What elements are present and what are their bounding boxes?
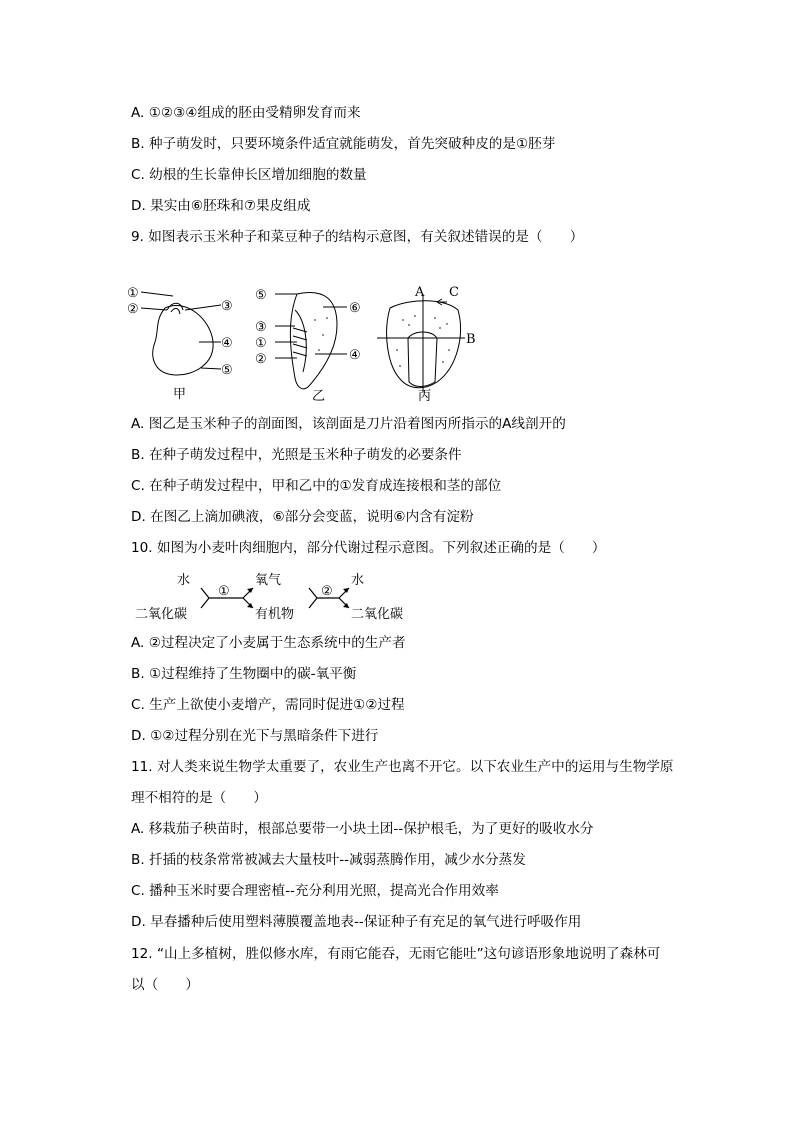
q10-option-c: C. 生产上欲使小麦增产，需同时促进①②过程	[131, 697, 405, 713]
bean-plumule	[167, 303, 183, 314]
organic-label: 有机物	[255, 607, 295, 622]
bing-caption: 丙	[418, 389, 432, 404]
yi-label-1: ①	[255, 336, 267, 351]
jia-label-5: ⑤	[221, 363, 233, 378]
q8-option-b: B. 种子萌发时，只要环境条件适宜就能萌发，首先突破种皮的是①胚芽	[131, 136, 556, 152]
q11-option-d: D. 早春播种后使用塑料薄膜覆盖地表--保证种子有充足的氧气进行呼吸作用	[131, 914, 582, 930]
jia-label-4: ④	[221, 336, 233, 351]
q11-stem-line2: 理不相符的是（ ）	[131, 790, 267, 806]
bean-seed-outline	[153, 306, 213, 376]
q11-option-c: C. 播种玉米时要合理密植--充分利用光照，提高光合作用效率	[131, 883, 499, 899]
q10-option-d: D. ①②过程分别在光下与黑暗条件下进行	[131, 728, 379, 744]
bing-label-b: B	[466, 332, 476, 347]
metabolism-figure	[131, 568, 421, 624]
q10-stem: 10. 如图为小麦叶肉细胞内，部分代谢过程示意图。下列叙述正确的是（ ）	[131, 540, 606, 556]
step-2-label: ②	[321, 584, 333, 599]
q12-stem-line1: 12. “山上多植树，胜似修水库，有雨它能吞，无雨它能吐”这句谚语形象地说明了森林可	[131, 946, 661, 962]
q10-option-a: A. ②过程决定了小麦属于生态系统中的生产者	[131, 635, 406, 651]
co2-in-label: 二氧化碳	[135, 607, 188, 622]
q9-stem: 9. 如图表示玉米种子和菜豆种子的结构示意图，有关叙述错误的是（ ）	[131, 229, 584, 245]
yi-label-2: ②	[255, 352, 267, 367]
corn-embryo	[295, 310, 306, 372]
yi-caption: 乙	[312, 389, 326, 404]
yi-label-3: ③	[255, 320, 267, 335]
jia-caption: 甲	[173, 387, 187, 402]
co2-out-label: 二氧化碳	[351, 607, 404, 622]
q9-option-b: B. 在种子萌发过程中，光照是玉米种子萌发的必要条件	[131, 447, 462, 463]
q8-option-a: A. ①②③④组成的胚由受精卵发育而来	[131, 105, 361, 121]
yi-label-6: ⑥	[349, 301, 361, 316]
q8-option-d: D. 果实由⑥胚珠和⑦果皮组成	[131, 198, 311, 214]
oxygen-label: 氧气	[255, 573, 282, 588]
jia-label-3: ③	[221, 299, 233, 314]
yi-label-5: ⑤	[255, 288, 267, 303]
bing-label-c: C	[449, 285, 459, 300]
yi-label-4: ④	[349, 348, 361, 363]
corn-front-outline	[387, 301, 461, 388]
q9-option-c: C. 在种子萌发过程中，甲和乙中的①发育成连接根和茎的部位	[131, 478, 502, 494]
step-1-label: ①	[218, 584, 230, 599]
q11-option-b: B. 扦插的枝条常常被减去大量枝叶--减弱蒸腾作用，减少水分蒸发	[131, 852, 526, 868]
q9-option-a: A. 图乙是玉米种子的剖面图，该剖面是刀片沿着图丙所指示的A线剖开的	[131, 416, 566, 432]
q12-stem-line2: 以（ ）	[131, 977, 199, 993]
q11-option-a: A. 移栽茄子秧苗时，根部总要带一小块土团--保护根毛，为了更好的吸收水分	[131, 821, 594, 837]
water-out-label: 水	[351, 573, 365, 588]
seed-structure-figure	[125, 280, 485, 405]
jia-label-1: ①	[127, 286, 139, 301]
q9-option-d: D. 在图乙上滴加碘液，⑥部分会变蓝，说明⑥内含有淀粉	[131, 509, 474, 525]
q8-option-c: C. 幼根的生长靠伸长区增加细胞的数量	[131, 167, 367, 183]
bing-label-a: A	[415, 285, 425, 300]
q11-stem-line1: 11. 对人类来说生物学太重要了，农业生产也离不开它。以下农业生产中的运用与生物学原	[131, 759, 674, 775]
jia-label-2: ②	[127, 302, 139, 317]
water-in-label: 水	[177, 573, 191, 588]
q10-option-b: B. ①过程维持了生物圈中的碳-氧平衡	[131, 666, 357, 682]
